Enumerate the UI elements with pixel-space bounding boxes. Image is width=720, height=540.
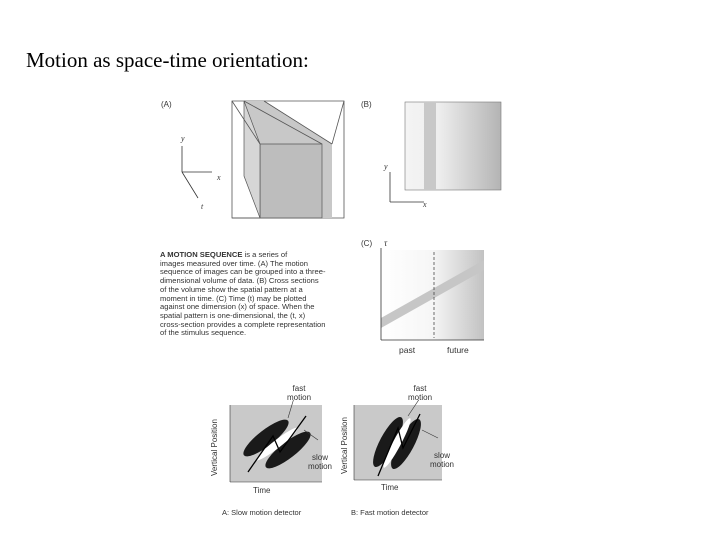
panel-a-volume-diagram: [172, 96, 357, 226]
panel-b-cross-section: [382, 98, 504, 210]
motion-word: motion: [307, 462, 332, 471]
caption-line: is a series of: [244, 250, 288, 259]
xlabel-b: Time: [381, 483, 399, 492]
fast-word: fast: [292, 384, 306, 393]
panel-b-label: (B): [361, 100, 372, 109]
slow-word: slow: [433, 451, 450, 460]
caption-line: moment in time. (C) Time (t) may be plotted: [160, 293, 307, 303]
fast-motion-label-b: [408, 384, 432, 402]
fast-motion-label-a: [287, 384, 311, 402]
cross-section-image: [405, 102, 501, 190]
axis-t-label: t: [201, 202, 204, 211]
caption-fast-detector: B: Fast motion detector: [351, 508, 429, 517]
caption-line: spatial pattern is one-dimensional, the (t, x): [160, 310, 306, 320]
caption-line: of the volume show the spatial pattern at a: [160, 284, 303, 294]
ylabel-a: Vertical Position: [209, 419, 219, 476]
caption-line: cross-section provides a complete representation: [160, 319, 326, 329]
caption-line: images measured over time. (A) The motion: [160, 258, 308, 268]
motion-word: motion: [408, 393, 433, 402]
slow-motion-label-a: [306, 453, 334, 471]
panel-c-spacetime-plot: [376, 240, 488, 350]
slow-detector-plot: [218, 400, 340, 492]
slow-motion-label-b: [428, 451, 456, 469]
caption-slow-detector: A: Slow motion detector: [222, 508, 302, 517]
past-label: past: [399, 345, 416, 355]
axis-tau-label: τ: [384, 238, 388, 248]
panel-c-label: (C): [361, 239, 373, 248]
caption-line: dimensional volume of data. (B) Cross sections: [160, 276, 319, 286]
motion-word: motion: [287, 393, 312, 402]
b-axis-y-label: y: [384, 162, 388, 171]
axis-y-label: y: [181, 134, 185, 143]
xlabel-a: Time: [253, 486, 271, 495]
caption-line: sequence of images can be grouped into a three-: [160, 267, 326, 277]
b-axis-x-label: x: [423, 200, 427, 209]
motion-word: motion: [429, 460, 454, 469]
axis-x-label: x: [217, 173, 221, 182]
t-axis-line: [182, 172, 198, 198]
caption-line: against one dimension (x) of space. When the: [160, 302, 315, 312]
future-label: future: [447, 345, 469, 355]
caption-line: of the stimulus sequence.: [160, 328, 247, 338]
ylabel-b: Vertical Position: [339, 417, 349, 474]
slide-title: Motion as space-time orientation:: [26, 48, 309, 72]
fast-detector-plot: [348, 400, 470, 492]
motion-slab-front: [260, 144, 322, 218]
slow-word: slow: [311, 453, 328, 462]
panel-a-label: (A): [161, 100, 172, 109]
bar-pattern: [424, 102, 436, 190]
figure-caption: [160, 251, 350, 338]
fast-word: fast: [413, 384, 427, 393]
caption-lead: A MOTION SEQUENCE: [160, 250, 243, 259]
